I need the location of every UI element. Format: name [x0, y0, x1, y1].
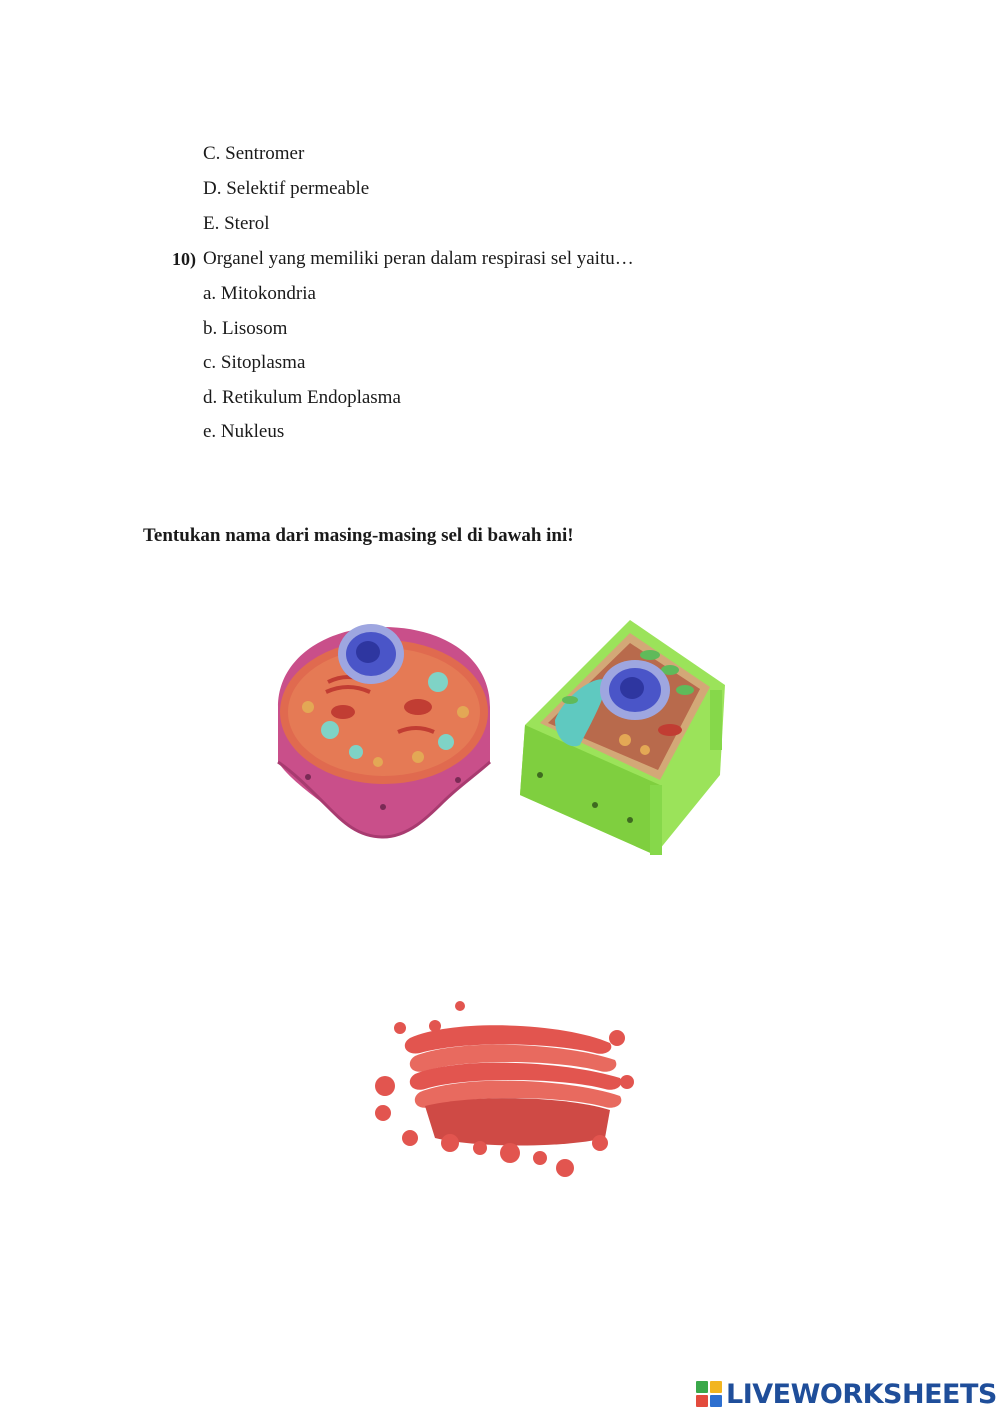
liveworksheets-logo-icon — [696, 1381, 722, 1407]
section-instruction: Tentukan nama dari masing-masing sel di bawah ini! — [143, 525, 574, 546]
option-d-selektif-permeable: D. Selektif permeable — [203, 178, 370, 199]
option-e-nukleus: e. Nukleus — [203, 421, 285, 442]
golgi-apparatus-image — [365, 998, 640, 1183]
plant-cell-image — [510, 615, 732, 860]
option-e-sterol: E. Sterol — [203, 213, 270, 234]
liveworksheets-brand: LIVEWORKSHEETS — [726, 1378, 997, 1410]
question-10-number: 10) — [172, 249, 196, 269]
option-d-retikulum-endoplasma: d. Retikulum Endoplasma — [203, 387, 401, 408]
question-10-text: Organel yang memiliki peran dalam respirasi sel yaitu… — [203, 248, 634, 269]
option-a-mitokondria: a. Mitokondria — [203, 283, 316, 304]
option-b-lisosom: b. Lisosom — [203, 318, 288, 339]
option-c-sitoplasma: c. Sitoplasma — [203, 352, 306, 373]
animal-cell-image — [268, 612, 498, 842]
option-c-sentromer: C. Sentromer — [203, 143, 305, 164]
liveworksheets-watermark — [696, 1378, 997, 1410]
